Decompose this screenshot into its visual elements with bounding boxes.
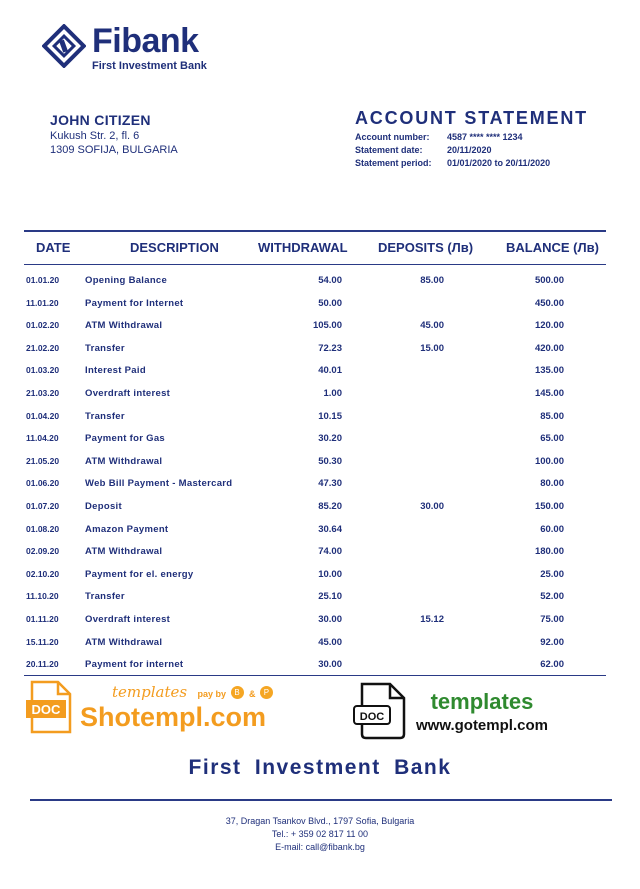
row-withdrawal: 45.00 [318,636,342,648]
row-balance: 80.00 [540,478,564,490]
gotempl-url: www.gotempl.com [416,716,548,734]
row-deposit: 30.00 [420,500,444,512]
row-date: 21.03.20 [26,387,60,398]
table-row [24,473,606,496]
doc-file-icon [352,682,408,740]
doc-icon-label: DOC [31,702,61,717]
statement-date-row [355,145,588,155]
row-withdrawal: 30.00 [318,659,342,671]
paypal-coin-icon: P [260,686,273,699]
row-deposit: 15.12 [420,613,444,625]
footer-rule [30,799,612,801]
row-withdrawal: 85.20 [318,500,342,512]
row-date: 01.11.20 [26,613,59,624]
table-row [24,564,606,587]
row-withdrawal: 30.64 [318,523,342,535]
statement-period-label: Statement period: [355,158,432,168]
bank-subtitle: First Investment Bank [92,60,207,72]
table-row [24,406,606,429]
row-withdrawal: 50.30 [318,455,342,467]
table-row [24,519,606,542]
row-deposit: 85.00 [420,275,444,286]
row-date: 11.10.20 [26,591,59,602]
table-top-rule [24,230,606,232]
header-withdrawal: WITHDRAWAL [258,240,348,255]
row-withdrawal: 105.00 [312,320,342,332]
row-description: Deposit [85,500,122,512]
gotempl-watermark [352,682,548,740]
row-balance: 420.00 [534,342,564,354]
table-row [24,609,606,632]
row-description: Overdraft interest [85,613,171,625]
footer-bank-name: First Investment Bank [188,756,452,779]
table-row [24,270,606,293]
table-row [24,360,606,383]
account-number-label: Account number: [355,132,430,142]
row-description: Overdraft interest [85,387,171,399]
row-description: ATM Withdrawal [85,546,163,558]
row-withdrawal: 50.00 [318,297,342,309]
row-description: Payment for internet [85,659,184,671]
customer-address-line1: Kukush Str. 2, fl. 6 [50,130,140,142]
row-date: 02.10.20 [26,568,60,579]
bitcoin-coin-icon: B [231,686,244,699]
row-date: 01.08.20 [26,523,60,534]
row-balance: 65.00 [540,433,564,445]
row-date: 01.03.20 [26,365,60,376]
header-deposits: DEPOSITS (Лв) [378,240,474,255]
table-row [24,383,606,406]
table-bottom-rule [24,675,606,676]
table-row [24,293,606,316]
row-withdrawal: 72.23 [318,342,342,354]
row-balance: 52.00 [540,591,564,603]
footer-tel: Tel.: + 359 02 817 11 00 [271,829,369,839]
table-header [24,236,606,262]
statement-title: ACCOUNT STATEMENT [355,108,588,128]
row-balance: 150.00 [534,500,564,512]
statement-period-value: 01/01/2020 to 20/11/2020 [447,158,551,168]
row-withdrawal: 74.00 [318,546,342,558]
row-description: Transfer [85,342,125,354]
row-balance: 500.00 [534,275,564,286]
table-row [24,654,606,677]
account-number-value: 4587 **** **** 1234 [447,132,523,142]
row-balance: 75.00 [540,613,564,625]
row-description: Payment for Internet [85,297,184,309]
row-description: Opening Balance [85,275,168,286]
table-row [24,496,606,519]
statement-period-row [355,158,588,168]
statement-date-value: 20/11/2020 [447,145,492,155]
row-withdrawal: 10.15 [318,410,342,422]
row-withdrawal: 1.00 [323,387,342,399]
row-date: 11.01.20 [26,297,59,308]
doc-file-icon [26,680,74,734]
row-balance: 92.00 [540,636,564,648]
row-withdrawal: 47.30 [318,478,342,490]
table-row [24,586,606,609]
table-row [24,632,606,655]
row-balance: 120.00 [534,320,564,332]
row-date: 01.04.20 [26,410,60,421]
row-date: 02.09.20 [26,546,60,557]
shotempl-watermark [26,680,273,734]
row-date: 20.11.20 [26,659,59,670]
row-deposit: 15.00 [420,342,444,354]
transaction-rows [24,270,606,677]
row-description: Amazon Payment [85,523,169,535]
row-withdrawal: 30.00 [318,613,342,625]
header-date: DATE [36,240,71,255]
row-date: 21.02.20 [26,342,60,353]
row-description: Web Bill Payment - Mastercard [85,478,233,490]
gotempl-title: templates [430,688,534,714]
row-balance: 145.00 [534,387,564,399]
row-description: Transfer [85,410,125,422]
footer-email: E-mail: call@fibank.bg [275,842,365,852]
table-row [24,315,606,338]
account-number-row [355,132,588,142]
row-date: 01.02.20 [26,320,60,331]
bank-name: Fibank [92,22,199,60]
row-date: 21.05.20 [26,455,60,466]
row-balance: 100.00 [534,455,564,467]
row-date: 11.04.20 [26,433,59,444]
row-balance: 25.00 [540,568,564,580]
row-date: 01.06.20 [26,478,60,489]
statement-date-label: Statement date: [355,145,423,155]
row-deposit: 45.00 [420,320,444,332]
footer-contact [0,815,640,854]
fibank-diamond-logo-icon [42,24,86,68]
customer-block [50,112,178,156]
row-description: ATM Withdrawal [85,455,163,467]
doc-icon-label: DOC [359,711,385,723]
row-withdrawal: 40.01 [318,365,342,377]
row-balance: 85.00 [540,410,564,422]
table-row [24,428,606,451]
header-description: DESCRIPTION [130,240,219,255]
row-date: 01.01.20 [26,275,60,285]
row-description: ATM Withdrawal [85,320,163,332]
row-withdrawal: 25.10 [318,591,342,603]
table-row [24,541,606,564]
header-balance: BALANCE (Лв) [506,240,599,255]
table-header-rule [24,264,606,265]
row-description: Interest Paid [85,365,146,377]
row-description: Payment for el. energy [85,568,194,580]
row-description: ATM Withdrawal [85,636,163,648]
customer-name: JOHN CITIZEN [50,112,151,128]
row-description: Payment for Gas [85,433,165,445]
table-row [24,451,606,474]
row-date: 15.11.20 [26,636,59,647]
row-balance: 450.00 [534,297,564,309]
table-row [24,338,606,361]
row-withdrawal: 10.00 [318,568,342,580]
customer-address-line2: 1309 SOFIJA, BULGARIA [50,144,178,156]
bank-logo [42,24,207,72]
row-withdrawal: 54.00 [318,275,342,286]
row-balance: 180.00 [534,546,564,558]
row-date: 01.07.20 [26,500,60,511]
shotempl-name: Shotempl.com [80,701,267,732]
statement-block [355,108,588,168]
row-withdrawal: 30.20 [318,433,342,445]
row-balance: 135.00 [534,365,564,377]
row-balance: 60.00 [540,523,564,535]
shotempl-templates-text: templates [112,682,188,701]
pay-by-text: pay by [197,688,227,699]
row-description: Transfer [85,591,125,603]
pay-by-amp: & [248,688,256,699]
footer-address: 37, Dragan Tsankov Blvd., 1797 Sofia, Bulgaria [225,816,415,826]
row-balance: 62.00 [540,659,564,671]
